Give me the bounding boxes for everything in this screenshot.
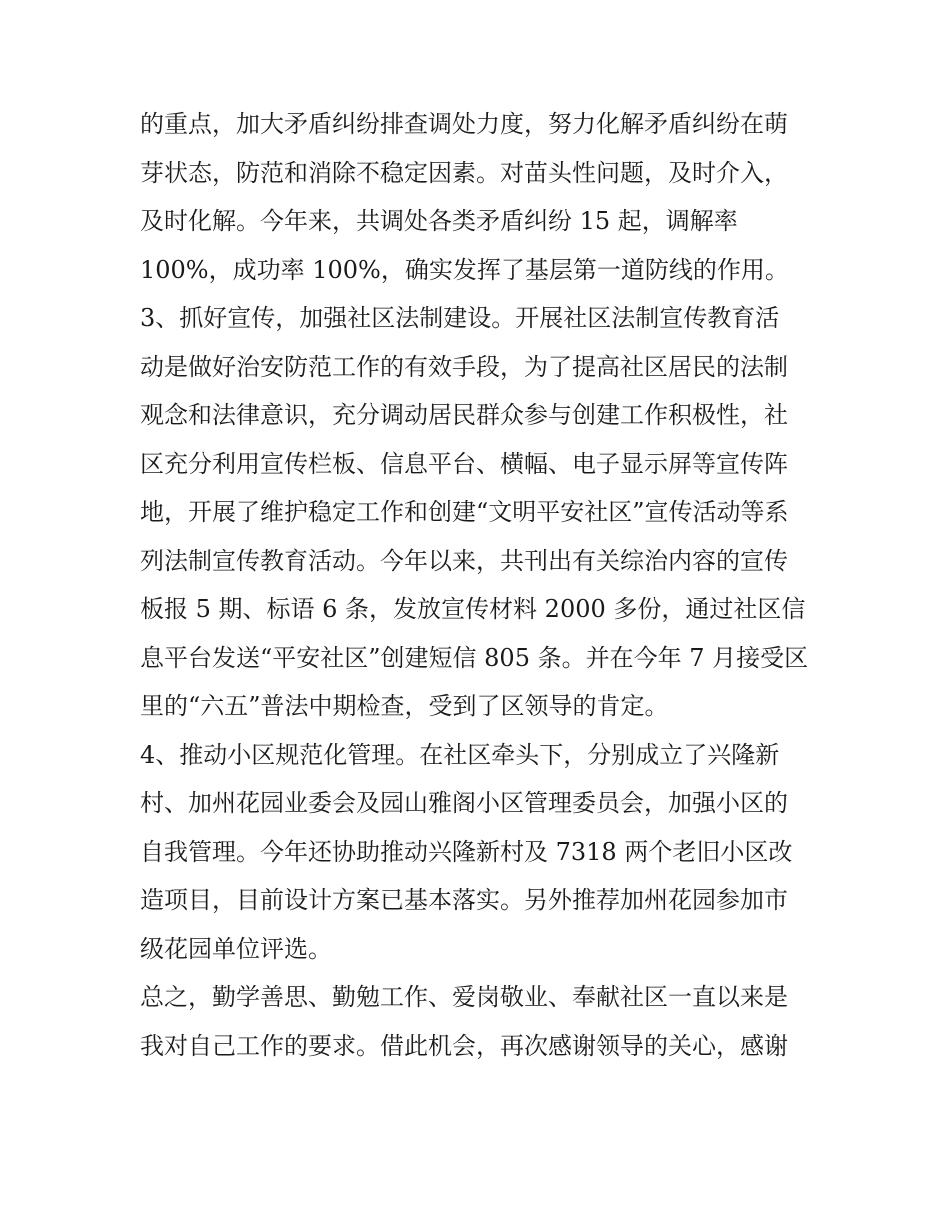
text-line: 地，开展了维护稳定工作和创建“文明平安社区”宣传活动等系 [140, 498, 789, 526]
text-line: 3、抓好宣传，加强社区法制建设。开展社区法制宣传教育活 [140, 304, 780, 332]
text-line: 我对自己工作的要求。借此机会，再次感谢领导的关心，感谢 [140, 1031, 788, 1060]
text-line: 芽状态，防范和消除不稳定因素。对苗头性问题，及时介入， [140, 158, 788, 187]
text-line: 区充分利用宣传栏板、信息平台、横幅、电子显示屏等宣传阵 [140, 449, 788, 478]
text-line: 里的“六五”普法中期检查，受到了区领导的肯定。 [140, 692, 669, 720]
text-line: 100%，成功率 100%，确实发挥了基层第一道防线的作用。 [140, 255, 789, 284]
text-line: 级花园单位评选。 [140, 934, 332, 963]
text-line: 息平台发送“平安社区”创建短信 805 条。并在今年 7 月接受区 [140, 643, 809, 672]
text-line: 动是做好治安防范工作的有效手段，为了提高社区居民的法制 [140, 352, 788, 381]
text-line: 4、推动小区规范化管理。在社区牵头下，分别成立了兴隆新 [140, 740, 780, 769]
text-line: 及时化解。今年来，共调处各类矛盾纠纷 15 起，调解率 [140, 207, 738, 235]
text-line: 总之，勤学善思、勤勉工作、爱岗敬业、奉献社区一直以来是 [140, 983, 788, 1011]
text-line: 板报 5 期、标语 6 条，发放宣传材料 2000 多份，通过社区信 [140, 595, 806, 623]
body-text [140, 100, 820, 1070]
text-line: 村、加州花园业委会及园山雅阁小区管理委员会，加强小区的 [140, 789, 788, 817]
text-line: 造项目，目前设计方案已基本落实。另外推荐加州花园参加市 [140, 886, 788, 914]
text-line: 列法制宣传教育活动。今年以来，共刊出有关综治内容的宣传 [140, 546, 788, 575]
text-line: 的重点，加大矛盾纠纷排查调处力度，努力化解矛盾纠纷在萌 [140, 110, 788, 138]
text-line: 自我管理。今年还协助推动兴隆新村及 7318 两个老旧小区改 [140, 837, 793, 866]
text-line: 观念和法律意识，充分调动居民群众参与创建工作积极性，社 [140, 401, 788, 429]
